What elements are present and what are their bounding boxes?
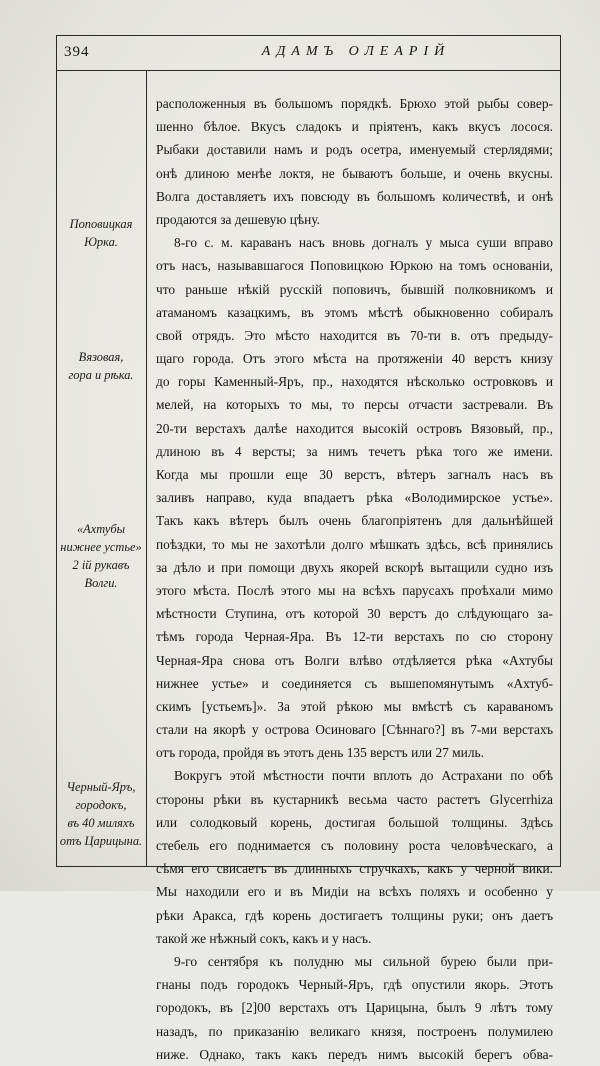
body-line: стебель его поднимается съ половину роста человѣческаго, а bbox=[156, 838, 553, 853]
body-line: заливъ направо, куда впадаетъ рѣка «Володимирское устье». bbox=[156, 490, 553, 506]
margin-note-line: Волги. bbox=[84, 576, 118, 590]
body-line: щаго города. Отъ этого мѣста на протяженіи 40 верстъ книзу bbox=[156, 351, 553, 367]
body-line: стали на якорѣ у острова Осиноваго [Сѣннаго?] въ 7-ми верстахъ bbox=[156, 722, 553, 738]
running-title: АДАМЪ ОЛЕАРІЙ bbox=[261, 44, 451, 59]
body-line: поѣздки, то мы не захотѣли долго мѣшкать здѣсь, всѣ принялись bbox=[156, 536, 553, 552]
body-line: стороны рѣки въ кустарникѣ весьма часто растетъ Glycerrhiza bbox=[156, 791, 553, 807]
margin-note-line: въ 40 миляхъ bbox=[67, 816, 135, 830]
margin-note-vyazovaya bbox=[58, 348, 144, 384]
body-line: Мы находили его и въ Мидіи на всѣхъ поляхъ и особенно у bbox=[156, 884, 553, 900]
margin-note-line: «Ахтубы bbox=[76, 522, 126, 536]
margin-note-akhtuba bbox=[58, 520, 144, 592]
body-line: за дѣло и при помощи двухъ якорей вскорѣ вытащили судно изъ bbox=[156, 559, 553, 575]
header-divider bbox=[56, 70, 561, 71]
body-line: назадъ, по приказанію великаго князя, построенъ полумилею bbox=[156, 1023, 553, 1039]
margin-note-line: отъ Царицына. bbox=[59, 834, 143, 848]
body-line: гнаны подъ городокъ Черный-Яръ, гдѣ опустили якорь. Этотъ bbox=[156, 977, 553, 993]
body-line: Рыбаки доставили намъ и родъ осетра, именуемый стерлядями; bbox=[156, 142, 553, 158]
margin-note-line: городокъ, bbox=[75, 798, 127, 812]
page-number: 394 bbox=[64, 44, 90, 60]
body-line: Такъ какъ вѣтеръ былъ очень благопріятенъ для дальнѣйшей bbox=[156, 513, 553, 529]
body-line: атаманомъ казацкимъ, въ этомъ мѣстѣ обыкновенно собиралъ bbox=[156, 304, 553, 320]
body-line: расположенныя въ большомъ порядкѣ. Брюхо этой рыбы совер- bbox=[156, 96, 553, 111]
body-line: до горы Каменный-Яръ, пр., находятся нѣсколько островковъ и bbox=[156, 374, 553, 390]
body-line: шенно бѣлое. Вкусъ сладокъ и пріятенъ, какъ вкусъ лосося. bbox=[156, 119, 553, 135]
body-line: мѣстности Ступина, отъ которой 30 верстъ до слѣдующаго за- bbox=[156, 606, 553, 622]
body-line: сѣмя его свисаетъ въ длинныхъ стручкахъ, какъ у черной вики. bbox=[156, 861, 553, 877]
body-line: рѣки Аракса, гдѣ корень достигаетъ толщины руки; онъ даетъ bbox=[156, 907, 553, 923]
margin-note-line: 2 ій рукавъ bbox=[72, 558, 130, 572]
body-line: длиною въ 4 версты; за нимъ течетъ рѣка того же имени. bbox=[156, 443, 553, 459]
body-line: городокъ, въ [2]00 верстахъ отъ Царицына, былъ 9 лѣтъ тому bbox=[156, 1000, 553, 1016]
body-line: мелей, на которыхъ то мы, то персы отчасти застревали. Въ bbox=[156, 397, 553, 413]
body-line: скимъ [устьемъ]». За этой рѣкою мы вмѣстѣ съ караваномъ bbox=[156, 698, 553, 714]
body-line: онѣ длиною менѣе локтя, не бываютъ больше, и очень вкусны. bbox=[156, 165, 553, 181]
body-line: 20-ти верстахъ далѣе находится высокій островъ Вязовый, пр., bbox=[156, 420, 553, 436]
body-line: или солодковый корень, достигая большой толщины. Здѣсь bbox=[156, 814, 553, 830]
margin-note-line: гора и рѣка. bbox=[68, 368, 134, 382]
body-line: что раньше нѣкій русскій поповичъ, бывшій полковникомъ и bbox=[156, 281, 553, 297]
body-line: Волга доставляетъ ихъ повсюду въ большомъ количествѣ, и онѣ bbox=[156, 188, 553, 204]
margin-note-line: Черный-Яръ, bbox=[66, 780, 136, 794]
margin-note-line: нижнее устье» bbox=[60, 540, 142, 554]
margin-note-cherny-yar bbox=[58, 778, 144, 850]
body-line: нижнее устье» и соединяется съ вышепомянутымъ «Ахтуб- bbox=[156, 675, 553, 691]
body-line: Черная-Яра снова отъ Волги влѣво отдѣляется рѣка «Ахтубы bbox=[156, 652, 553, 668]
body-text bbox=[156, 92, 553, 1066]
body-line: ниже. Однако, такъ какъ передъ нимъ высокій берегъ обва- bbox=[156, 1046, 553, 1062]
body-line: этого мѣста. Послѣ этого мы на всѣхъ парусахъ проѣхали мимо bbox=[156, 582, 553, 598]
body-line: такой же нѣжный сокъ, какъ и у насъ. bbox=[156, 930, 372, 946]
body-line: отъ города, пройдя въ этотъ день 135 верстъ или 27 миль. bbox=[156, 745, 484, 761]
margin-column-divider bbox=[146, 70, 147, 867]
body-line: отъ насъ, называвшагося Поповицкою Юркою на томъ основаніи, bbox=[156, 258, 553, 274]
body-line: Когда мы прошли еще 30 верстъ, вѣтеръ загналъ насъ въ bbox=[156, 467, 553, 482]
margin-note-line: Вязовая, bbox=[78, 350, 124, 364]
body-line: 9-го сентября къ полудню мы сильной бурею были при- bbox=[174, 953, 553, 969]
margin-note-popovitskaya bbox=[58, 215, 144, 251]
margin-note-line: Поповицкая bbox=[69, 217, 133, 231]
body-line: тѣмъ города Черная-Яра. Въ 12-ти верстахъ по сю сторону bbox=[156, 629, 553, 645]
body-line: Вокругъ этой мѣстности почти вплоть до Астрахани по обѣ bbox=[174, 768, 553, 784]
body-line: свой отрядъ. Это мѣсто находится въ 70-ти в. отъ предыду- bbox=[156, 327, 553, 343]
body-line: продаются за дешевую цѣну. bbox=[156, 211, 321, 227]
body-line: 8-го с. м. караванъ насъ вновь догналъ у мыса суши вправо bbox=[174, 235, 553, 251]
margin-note-line: Юрка. bbox=[84, 235, 118, 249]
